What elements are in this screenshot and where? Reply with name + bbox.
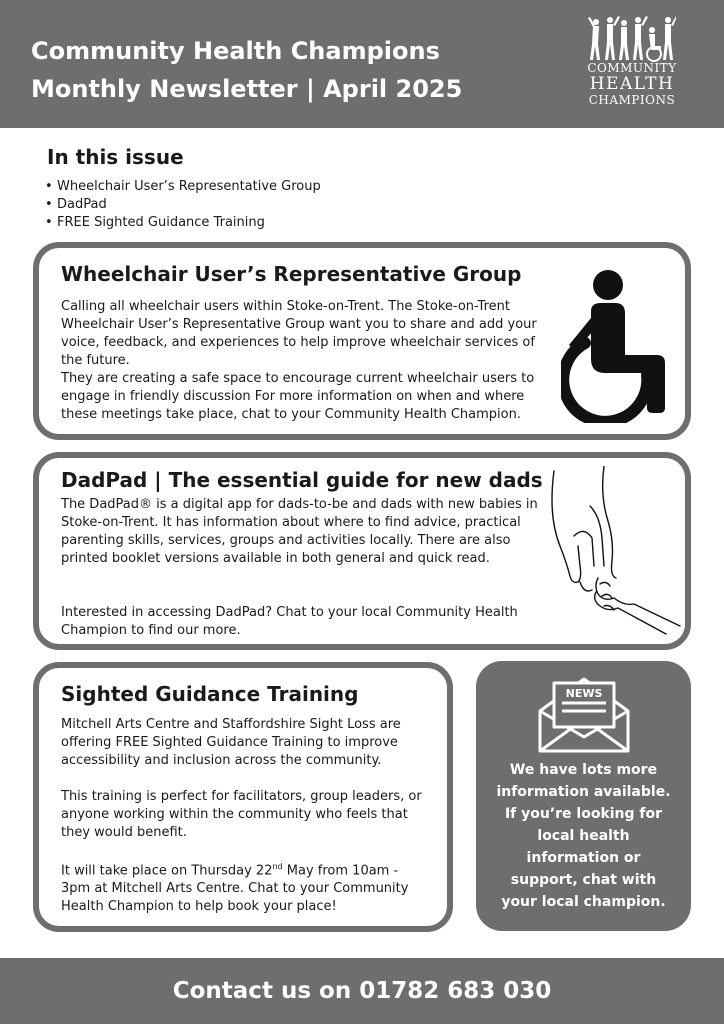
sighted-guidance-title: Sighted Guidance Training <box>61 682 359 706</box>
more-info-text: We have lots more information available. If you’re looking for local health information or support, chat with your local champion. <box>496 762 671 910</box>
wheelchair-group-paragraph-1: Calling all wheelchair users within Stoke-on-Trent. The Stoke-on-Trent Wheelchair User’s Representative Group want you to share and add your voice, feedback, and experiences to help improve wheelchair services of the future. <box>61 299 537 368</box>
hands-icon <box>544 466 684 641</box>
logo-word-community: COMMUNITY <box>587 61 677 75</box>
dadpad-paragraph-1: The DadPad® is a digital app for dads-to-be and dads with new babies in Stoke-on-Trent. It has information about where to find advice, practical parenting skills, services, groups and activities locally. There are also printed booklet versions available in both general and quick read. <box>61 497 538 566</box>
wheelchair-icon <box>561 263 671 423</box>
title-line-1: Community Health Champions <box>31 37 440 65</box>
sighted-guidance-paragraph-3 <box>61 858 431 916</box>
newsletter-title <box>31 32 462 108</box>
date-text-b: May from 10am - 3pm at Mitchell Arts Centre. Chat to your Community Health Champion to help book your place! <box>61 863 409 915</box>
wheelchair-group-card <box>33 242 691 440</box>
title-line-2: Monthly Newsletter | April 2025 <box>31 75 463 103</box>
sighted-guidance-paragraph-1: Mitchell Arts Centre and Staffordshire Sight Loss are offering FREE Sighted Guidance Training to improve accessibility and inclusion across the community. <box>61 717 401 768</box>
in-this-issue-heading: In this issue <box>47 145 184 169</box>
wheelchair-group-title: Wheelchair User’s Representative Group <box>61 262 522 286</box>
issue-list <box>57 178 321 232</box>
contact-phone-text: Contact us on 01782 683 030 <box>172 978 552 1004</box>
issue-item-sighted-guidance: • FREE Sighted Guidance Training <box>57 214 321 232</box>
date-text-a: It will take place on Thursday 22 <box>61 863 273 879</box>
header-banner <box>0 0 724 128</box>
news-envelope-icon <box>536 675 632 755</box>
logo-word-health: HEALTH <box>589 74 675 94</box>
dadpad-paragraph-2: Interested in accessing DadPad? Chat to your local Community Health Champion to find our more. <box>61 605 518 638</box>
logo-wordmark <box>572 61 692 107</box>
more-info-box <box>476 661 691 931</box>
dadpad-card <box>33 452 691 650</box>
logo-word-champions: CHAMPIONS <box>588 93 676 107</box>
date-ordinal: nd <box>272 862 283 871</box>
issue-item-wheelchair: • Wheelchair User’s Representative Group <box>57 178 321 196</box>
champions-logo <box>572 14 692 118</box>
champions-figures-icon <box>588 14 676 62</box>
news-icon-label: NEWS <box>565 687 603 700</box>
issue-item-dadpad: • DadPad <box>57 196 321 214</box>
sighted-guidance-paragraph-2: This training is perfect for facilitators, group leaders, or anyone working within the community who feels that they would benefit. <box>61 789 422 840</box>
contact-footer <box>0 958 724 1024</box>
dadpad-title: DadPad | The essential guide for new dads <box>61 468 543 492</box>
wheelchair-group-paragraph-2: They are creating a safe space to encourage current wheelchair users to engage in friendly discussion For more information on when and where these meetings take place, chat to your Community Health Champion. <box>61 371 535 422</box>
sighted-guidance-card <box>33 662 453 932</box>
